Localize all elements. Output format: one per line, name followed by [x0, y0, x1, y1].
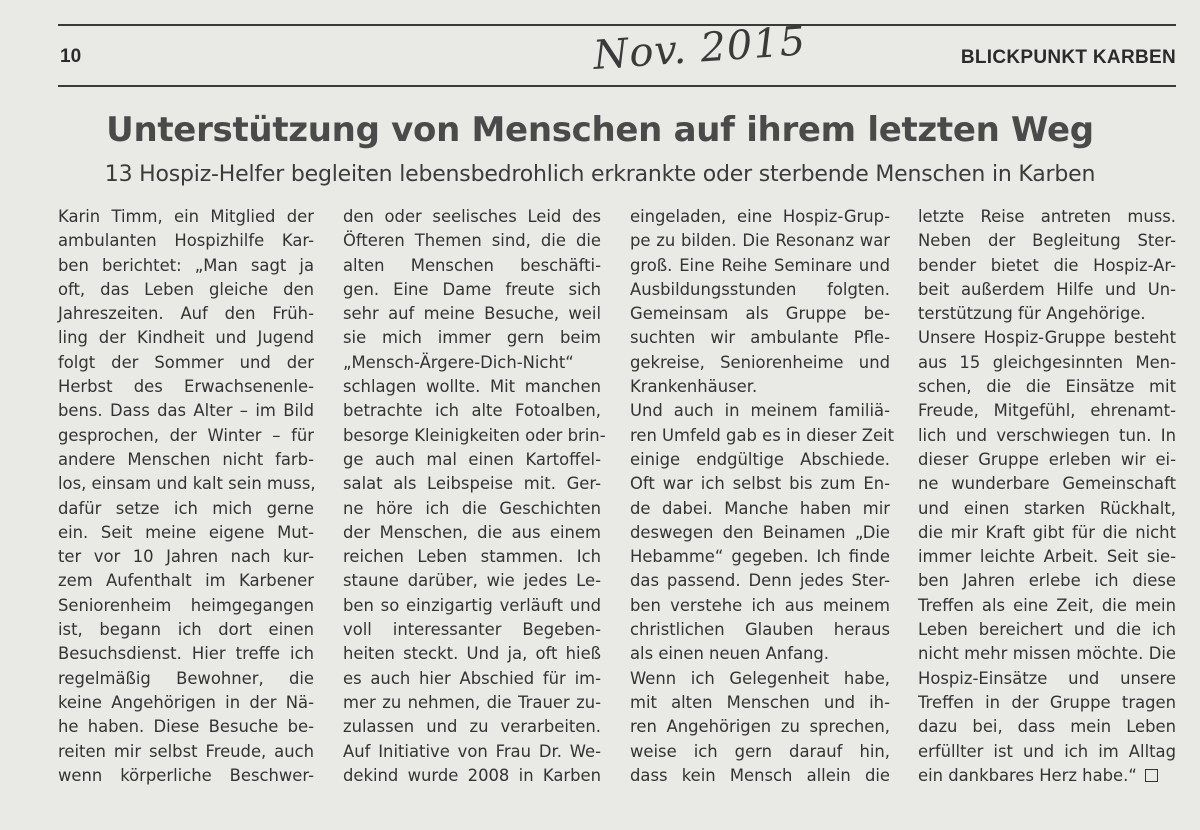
handwritten-date: Nov. 2015	[591, 18, 808, 79]
text-line: letzte Reise antreten muss.	[918, 207, 1176, 226]
article-column-1	[58, 205, 314, 788]
text-line: ter vor 10 Jahren nach kur-	[58, 547, 314, 567]
text-line: einige endgültige Abschiede.	[630, 449, 890, 469]
text-line: Karin Timm, ein Mitglied der	[58, 207, 314, 226]
text-line: bens. Dass das Alter – im Bild	[58, 401, 314, 421]
text-line: ne höre ich die Geschichten	[343, 498, 601, 518]
text-line: reichen Leben stammen. Ich	[343, 547, 601, 567]
text-line: bender bietet die Hospiz-Ar-	[918, 255, 1176, 275]
text-line: Herbst des Erwachsenenle-	[58, 377, 314, 397]
text-line: andere Menschen nicht farb-	[58, 449, 314, 469]
text-line: dazu bei, dass mein Leben	[918, 717, 1176, 737]
text-line: schen, die die Einsätze mit	[918, 377, 1176, 397]
text-line: ren Umfeld gab es in dieser Zeit	[630, 425, 895, 445]
text-line: sie mich immer gern beim	[343, 328, 601, 348]
text-line: dass kein Mensch allein die	[630, 765, 890, 785]
header-rule	[58, 85, 1176, 87]
text-line: Auf Initiative von Frau Dr. We-	[343, 741, 601, 761]
text-line: eingeladen, eine Hospiz-Grup-	[630, 207, 890, 226]
article-headline: Unterstützung von Menschen auf ihrem letzten Weg	[106, 110, 1094, 150]
text-line: den oder seelisches Leid des	[343, 207, 601, 226]
text-line: sehr auf meine Besuche, weil	[343, 304, 601, 324]
text-line: Leben bereichert und die ich	[918, 620, 1176, 640]
text-line: schlagen wollte. Mit manchen	[343, 377, 601, 397]
text-line: Oft war ich selbst bis zum En-	[630, 474, 890, 494]
text-line: mer zu nehmen, die Trauer zu-	[343, 692, 601, 712]
text-line: oft, das Leben gleiche den	[58, 279, 314, 299]
text-line: staune darüber, wie jedes Le-	[343, 571, 601, 591]
text-line: Öfteren Themen sind, die die	[343, 231, 601, 251]
text-line: erfüllter ist und ich im Alltag	[918, 741, 1176, 761]
text-line: heiten steckt. Und ja, oft hieß	[343, 644, 601, 664]
text-line: Freude, Mitgefühl, ehrenamt-	[918, 401, 1176, 421]
text-line: gesprochen, der Winter – für	[58, 425, 314, 445]
text-line: betrachte ich alte Fotoalben,	[343, 401, 601, 421]
text-line: ein. Seit meine eigene Mut-	[58, 522, 314, 542]
text-line: Ausbildungsstunden folgten.	[630, 279, 890, 299]
text-line: Unsere Hospiz-Gruppe besteht	[918, 328, 1176, 348]
text-line: als einen neuen Anfang.	[630, 644, 830, 664]
text-line: dekind wurde 2008 in Karben	[343, 765, 601, 785]
text-line: lich und verschwiegen tun. In	[918, 425, 1176, 445]
section-title: BLICKPUNKT KARBEN	[960, 47, 1176, 68]
text-line: immer leichte Arbeit. Seit sie-	[918, 547, 1176, 567]
text-line: und einen starken Rückhalt,	[918, 498, 1176, 518]
text-line: alten Menschen beschäfti-	[343, 255, 601, 275]
text-line: voll interessanter Begeben-	[343, 620, 601, 640]
text-line: ge auch mal einen Kartoffel-	[343, 449, 601, 469]
text-line: los, einsam und kalt sein muss,	[58, 474, 316, 494]
top-rule	[58, 24, 1176, 26]
text-line: Und auch in meinem familiä-	[630, 401, 890, 421]
text-line: „Mensch-Ärgere-Dich-Nicht“	[343, 352, 574, 372]
text-line: suchten wir ambulante Pfle-	[630, 328, 890, 348]
text-line: terstützung für Angehörige.	[918, 304, 1146, 324]
text-line: ben verstehe ich aus meinem	[630, 595, 890, 615]
text-line: Seniorenheim heimgegangen	[58, 595, 314, 615]
text-line: dieser Gruppe erleben wir ei-	[918, 449, 1176, 469]
text-line: ren Angehörigen zu sprechen,	[630, 717, 890, 737]
text-line: regelmäßig Bewohner, die	[58, 668, 314, 688]
text-line: wenn körperliche Beschwer-	[58, 765, 314, 785]
text-line: keine Angehörigen in der Nä-	[58, 692, 314, 712]
text-line: nicht mehr missen möchte. Die	[918, 644, 1176, 664]
text-line: groß. Eine Reihe Seminare und	[630, 255, 890, 275]
text-line: gen. Eine Dame freute sich	[343, 279, 601, 299]
text-line: weise ich gern darauf hin,	[630, 741, 890, 761]
text-line: aus 15 gleichgesinnten Men-	[918, 352, 1176, 372]
text-line: ben Jahren erlebe ich diese	[918, 571, 1176, 591]
text-line: he haben. Diese Besuche be-	[58, 717, 314, 737]
text-line: besorge Kleinigkeiten oder brin-	[343, 425, 606, 445]
text-line: ein dankbares Herz habe.“	[918, 764, 1176, 788]
article-column-3	[630, 205, 895, 788]
text-line: Treffen als eine Zeit, die mein	[918, 595, 1176, 615]
text-line: es auch hier Abschied für im-	[343, 668, 601, 688]
text-line: zem Aufenthalt im Karbener	[58, 571, 314, 591]
text-line: christlichen Glauben heraus	[630, 620, 890, 640]
page-number: 10	[60, 46, 82, 67]
text-line: ne wunderbare Gemeinschaft	[918, 474, 1176, 494]
text-line: ben so einzigartig verläuft und	[343, 595, 601, 615]
text-line: das passend. Denn jedes Ster-	[630, 571, 890, 591]
text-line: Hospiz-Einsätze und unsere	[918, 668, 1176, 688]
article-column-2	[343, 205, 606, 788]
text-line: deswegen den Beinamen „Die	[630, 522, 890, 542]
text-line: zulassen und zu verarbeiten.	[343, 717, 601, 737]
text-line: Jahreszeiten. Auf den Früh-	[58, 304, 314, 324]
text-line: mit alten Menschen und ih-	[630, 692, 890, 712]
text-line: folgt der Sommer und der	[58, 352, 314, 372]
article-column-4	[918, 205, 1176, 788]
text-line: Gemeinsam als Gruppe be-	[630, 304, 890, 324]
text-line: die mir Kraft gibt für die nicht	[918, 522, 1176, 542]
text-line: reiten mir selbst Freude, auch	[58, 741, 314, 761]
text-line: Treffen in der Gruppe tragen	[918, 692, 1176, 712]
text-line: gekreise, Seniorenheime und	[630, 352, 890, 372]
text-line: Besuchsdienst. Hier treffe ich	[58, 644, 314, 664]
text-line: Krankenhäuser.	[630, 377, 758, 397]
text-line: beit außerdem Hilfe und Un-	[918, 279, 1176, 299]
text-line: Wenn ich Gelegenheit habe,	[630, 668, 890, 688]
text-line: der Menschen, die aus einem	[343, 522, 601, 542]
text-line: de dabei. Manche haben mir	[630, 498, 890, 518]
text-line: salat als Leibspeise mit. Ger-	[343, 474, 601, 494]
text-line: ling der Kindheit und Jugend	[58, 328, 314, 348]
end-of-article-marker	[1145, 769, 1158, 782]
article-subheadline: 13 Hospiz-Helfer begleiten lebensbedrohlich erkrankte oder sterbende Menschen in Karben	[104, 162, 1096, 187]
text-line: pe zu bilden. Die Resonanz war	[630, 231, 890, 251]
text-line: dafür setze ich mich gerne	[58, 498, 314, 518]
text-line: ist, begann ich dort einen	[58, 620, 314, 640]
text-line: ben berichtet: „Man sagt ja	[58, 255, 314, 275]
text-line: Neben der Begleitung Ster-	[918, 231, 1176, 251]
text-line: ambulanten Hospizhilfe Kar-	[58, 231, 314, 251]
text-line: Hebamme“ gegeben. Ich finde	[630, 547, 890, 567]
